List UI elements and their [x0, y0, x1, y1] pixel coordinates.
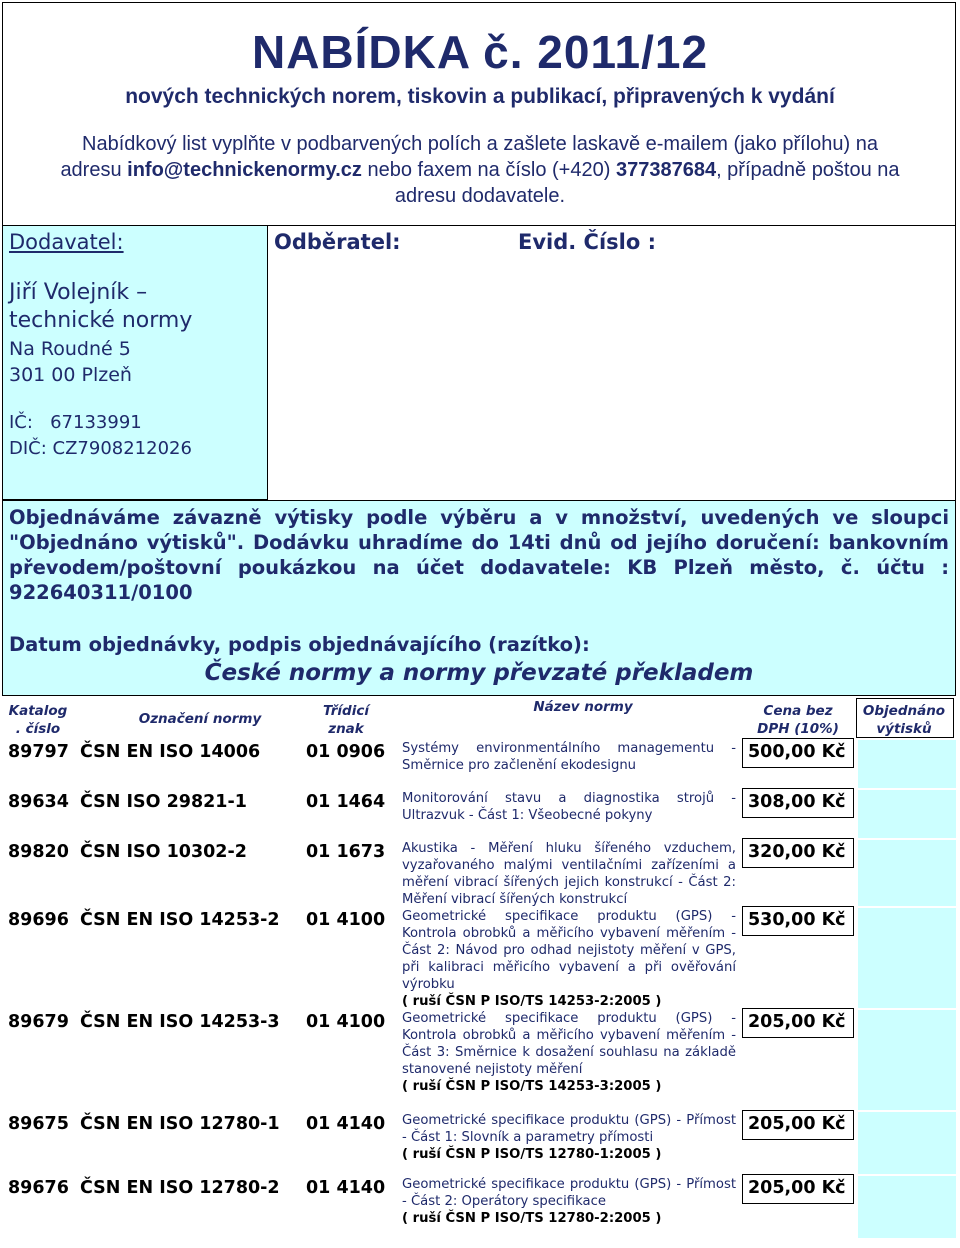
page-subtitle: nových technických norem, tiskovin a publikací, připravených k vydání	[125, 85, 835, 108]
standard-title: Geometrické specifikace produktu (GPS) - Kontrola obrobků a měřicího vybavení měřením - Část 2: Návod pro odhad nejistoty měření v GPS, při kalibraci měřicího vybavení a při ověřování výrobku	[402, 909, 736, 992]
catalog-number: 89676	[8, 1178, 69, 1198]
page-title: NABÍDKA č. 2011/12	[251, 26, 709, 78]
catalog-number: 89679	[8, 1012, 69, 1032]
table-row	[0, 740, 960, 788]
standard-code: ČSN EN ISO 14253-2	[80, 910, 280, 930]
email-link[interactable]: info@technickenormy.cz	[127, 159, 362, 181]
price-box	[742, 838, 854, 868]
table-row	[0, 908, 960, 1008]
price-box	[742, 788, 854, 818]
standard-code: ČSN EN ISO 12780-2	[80, 1178, 280, 1198]
table-row	[0, 1010, 960, 1110]
qty-input[interactable]	[858, 790, 956, 838]
intro-line-1: Nabídkový list vyplňte v podbarvených polích a zašlete laskavě e-mailem (jako přílohu) na	[82, 133, 878, 155]
standard-name	[402, 740, 736, 774]
catalog-number: 89797	[8, 742, 69, 762]
intro-suffix: , případně poštou na	[716, 159, 900, 181]
price-box	[742, 1110, 854, 1140]
standard-title: Akustika - Měření hluku šířeného vzduchem, vyzařovaného malými ventilačními zařízeními a měření vibrací šířených jejich konstrukcí - Část 2: Měření vibrací šířených konstrukcí	[402, 841, 736, 907]
price: 205,00 Kč	[748, 1012, 846, 1032]
standard-name	[402, 1176, 736, 1227]
sort-code: 01 4140	[306, 1114, 386, 1134]
qty-input[interactable]	[858, 740, 956, 788]
qty-input[interactable]	[858, 908, 956, 1008]
fax-number: 377387684	[615, 159, 717, 181]
sort-code: 01 4100	[306, 910, 386, 930]
catalog-number: 89696	[8, 910, 69, 930]
supplier-name-2: technické normy	[9, 308, 193, 333]
sort-code: 01 4100	[306, 1012, 386, 1032]
supplier-panel	[2, 226, 268, 500]
standard-code: ČSN ISO 10302-2	[80, 842, 247, 862]
intro-line-2	[3, 157, 957, 183]
customer-label: Odběratel:	[274, 230, 401, 254]
qty-input[interactable]	[858, 1176, 956, 1238]
qty-header-box	[856, 698, 954, 738]
supplier-city: 301 00 Plzeň	[9, 364, 132, 386]
header-catalog: Katalog . číslo	[8, 703, 68, 737]
header-qty: Objednáno výtisků	[862, 703, 946, 737]
qty-input[interactable]	[858, 1010, 956, 1110]
replaces-note: ( ruší ČSN P ISO/TS 12780-2:2005 )	[402, 1211, 662, 1226]
standard-name	[402, 840, 736, 908]
supplier-ic: IČ: 67133991	[9, 412, 142, 433]
supplier-label: Dodavatel:	[9, 230, 124, 254]
replaces-note: ( ruší ČSN P ISO/TS 14253-2:2005 )	[402, 994, 662, 1009]
table-row	[0, 790, 960, 838]
standard-name	[402, 790, 736, 824]
replaces-note: ( ruší ČSN P ISO/TS 12780-1:2005 )	[402, 1147, 662, 1162]
standard-code: ČSN EN ISO 14253-3	[80, 1012, 280, 1032]
standard-title: Geometrické specifikace produktu (GPS) - Přímost - Část 1: Slovník a parametry přímosti	[402, 1113, 736, 1145]
table-row	[0, 1176, 960, 1238]
price-box	[742, 1008, 854, 1038]
table-row	[0, 1112, 960, 1174]
sort-code: 01 1464	[306, 792, 386, 812]
sort-code: 01 0906	[306, 742, 386, 762]
standard-code: ČSN EN ISO 14006	[80, 742, 261, 762]
standard-title: Systémy environmentálního managementu - Směrnice pro začlenění ekodesignu	[402, 741, 736, 773]
price-box	[742, 738, 854, 768]
customer-panel[interactable]	[268, 226, 956, 500]
supplier-dic: DIČ: CZ7908212026	[9, 438, 192, 459]
price: 205,00 Kč	[748, 1114, 846, 1134]
table-row	[0, 840, 960, 906]
price: 530,00 Kč	[748, 910, 846, 930]
supplier-street: Na Roudné 5	[9, 338, 131, 360]
standard-code: ČSN EN ISO 12780-1	[80, 1114, 280, 1134]
price: 205,00 Kč	[748, 1178, 846, 1198]
price: 500,00 Kč	[748, 742, 846, 762]
intro-prefix: adresu	[60, 159, 128, 181]
sort-code: 01 1673	[306, 842, 386, 862]
standard-title: Monitorování stavu a diagnostika strojů - Ultrazvuk - Část 1: Všeobecné pokyny	[402, 791, 736, 823]
standard-code: ČSN ISO 29821-1	[80, 792, 247, 812]
standard-title: Geometrické specifikace produktu (GPS) - Přímost - Část 2: Operátory specifikace	[402, 1177, 736, 1209]
section-title: České normy a normy převzaté překladem	[204, 660, 754, 686]
catalog-number: 89634	[8, 792, 69, 812]
intro-text	[3, 131, 957, 209]
order-text: Objednáváme závazně výtisky podle výběru a v množství, uvedených ve sloupci "Objednáno výtisků". Dodávku uhradíme do 14ti dnů od jejího doručení: bankovním převodem/poštovní poukázkou na účet dodavatele: KB Plzeň město, č. účtu : 922640311/0100	[9, 506, 949, 604]
replaces-note: ( ruší ČSN P ISO/TS 14253-3:2005 )	[402, 1079, 662, 1094]
intro-mid: nebo faxem na číslo (+420)	[361, 159, 616, 181]
price: 308,00 Kč	[748, 792, 846, 812]
price-box	[742, 1174, 854, 1204]
header-price: Cena bez DPH (10%)	[757, 703, 839, 737]
catalog-number: 89820	[8, 842, 69, 862]
intro-line-3: adresu dodavatele.	[394, 185, 566, 207]
header-name: Název normy	[533, 699, 633, 715]
supplier-name-1: Jiří Volejník –	[9, 280, 148, 305]
evid-number-label: Evid. Číslo :	[518, 230, 656, 254]
standard-name	[402, 908, 736, 1010]
catalog-number: 89675	[8, 1114, 69, 1134]
order-date-label: Datum objednávky, podpis objednávajícího (razítko):	[9, 633, 590, 656]
price: 320,00 Kč	[748, 842, 846, 862]
standard-name	[402, 1112, 736, 1163]
standard-name	[402, 1010, 736, 1095]
header-sort: Třídicí znak	[323, 703, 369, 737]
standard-title: Geometrické specifikace produktu (GPS) - Kontrola obrobků a měřicího vybavení měřením - Část 3: Směrnice k dosažení souhlasu na základě stanovené nejistoty měření	[402, 1011, 736, 1077]
header-code: Označení normy	[138, 711, 262, 727]
qty-input[interactable]	[858, 840, 956, 906]
sort-code: 01 4140	[306, 1178, 386, 1198]
price-box	[742, 906, 854, 936]
offer-header	[2, 2, 956, 226]
qty-input[interactable]	[858, 1112, 956, 1174]
